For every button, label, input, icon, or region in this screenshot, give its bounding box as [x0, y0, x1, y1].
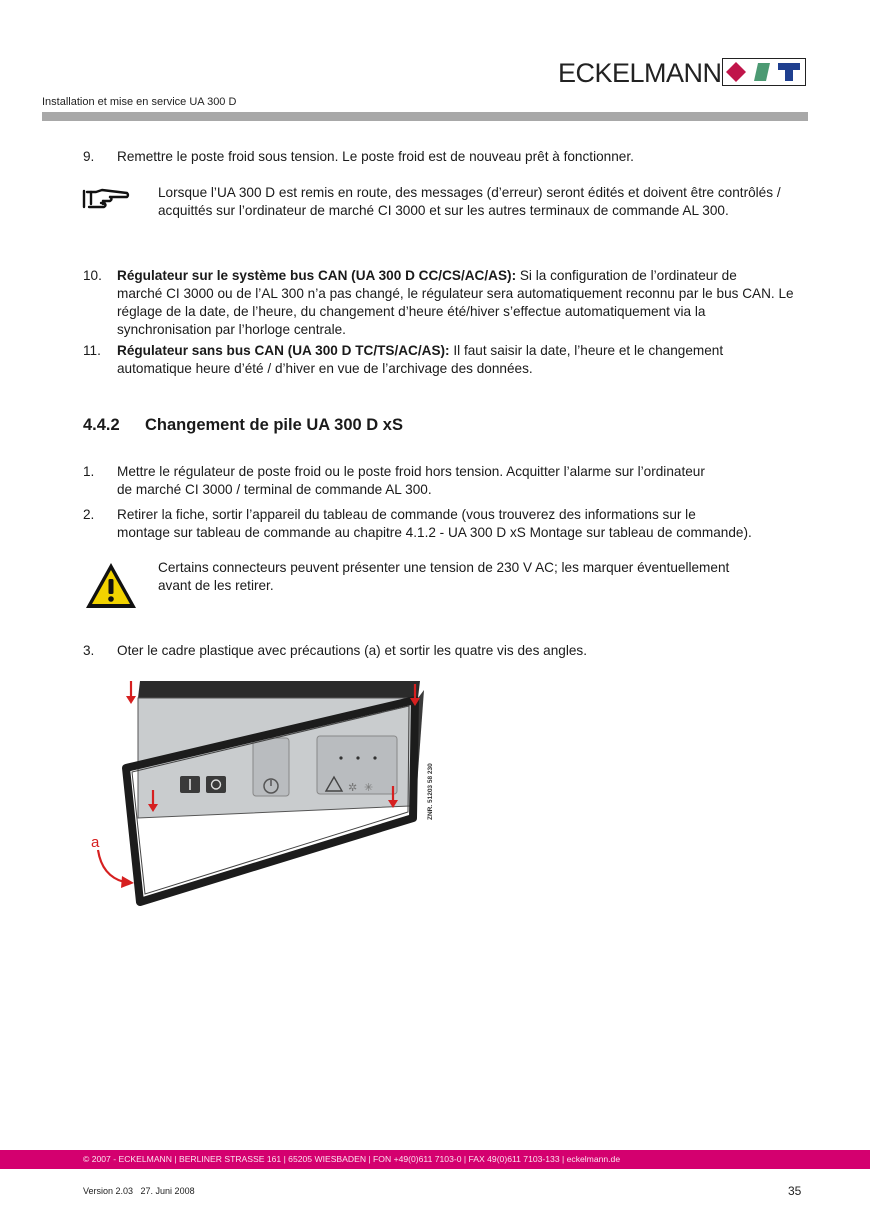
step-number: 11. — [83, 343, 101, 358]
step-text-continued: automatique heure d’été / d’hiver en vue de l’archivage des données. — [117, 361, 533, 376]
pointing-hand-icon — [82, 188, 130, 210]
header-divider — [42, 112, 808, 121]
section-number: 4.4.2 — [83, 416, 120, 434]
warning-text — [158, 559, 798, 595]
step-text: Retirer la fiche, sortir l’appareil du tableau de commande (vous trouverez des informations sur le — [117, 507, 696, 522]
step-bold-heading: Régulateur sans bus CAN (UA 300 D TC/TS/AC/AS): — [117, 343, 450, 358]
step-number: 9. — [83, 149, 95, 164]
step-number: 1. — [83, 464, 95, 479]
step-number: 3. — [83, 643, 95, 658]
step-1 — [83, 463, 803, 499]
step-text-continued: montage sur tableau de commande au chapitre 4.1.2 - UA 300 D xS Montage sur tableau de commande). — [117, 525, 752, 540]
section-heading — [83, 416, 403, 435]
page-number: 35 — [788, 1184, 802, 1198]
step-number: 10. — [83, 268, 102, 283]
step-text: Remettre le poste froid sous tension. Le poste froid est de nouveau prêt à fonctionner. — [117, 149, 634, 164]
step-9 — [83, 148, 803, 166]
step-text: Il faut saisir la date, l’heure et le changement — [449, 343, 724, 358]
note-text: Lorsque l’UA 300 D est remis en route, des messages (d’erreur) seront édités et doivent être contrôlés / acquittés sur l’ordinateur de marché CI 3000 et sur les autres terminaux de commande AL 300. — [158, 185, 781, 218]
figure-side-code: ZNR. 51203 58 230 — [427, 763, 434, 820]
footer-contact-text: © 2007 - ECKELMANN | BERLINER STRASSE 161 | 65205 WIESBADEN | FON +49(0)611 7103-0 | FAX 49(0)611 7103-133 | eckelmann.de — [83, 1154, 621, 1164]
warning-triangle-icon — [84, 561, 138, 611]
step-text: Mettre le régulateur de poste froid ou le poste froid hors tension. Acquitter l’alarme sur l’ordinateur — [117, 464, 705, 479]
device-frame-photo — [80, 676, 440, 912]
document-subtitle: Installation et mise en service UA 300 D — [42, 96, 237, 108]
step-text-continued: marché CI 3000 ou de l’AL 300 n’a pas changé, le régulateur sera automatiquement reconnu par le bus CAN. Le réglage de la date, de l’heure, du changement d’heure été/hiver s’effectue automatiquement via la synchronisation par l’horloge centrale. — [117, 286, 794, 337]
step-10 — [83, 267, 803, 339]
footer-bar — [0, 1150, 870, 1169]
eckelmann-logo-icon — [722, 58, 806, 86]
svg-text:✲: ✲ — [348, 781, 358, 794]
version-info: Version 2.03 27. Juni 2008 — [83, 1186, 195, 1196]
step-bold-heading: Régulateur sur le système bus CAN (UA 300 D CC/CS/AC/AS): — [117, 268, 517, 283]
warning-text-line: Certains connecteurs peuvent présenter une tension de 230 V AC; les marquer éventuellement — [158, 560, 730, 575]
step-text: Oter le cadre plastique avec précautions (a) et sortir les quatre vis des angles. — [117, 643, 587, 658]
company-logo-text: ECKELMANN — [558, 58, 722, 88]
svg-text:✳: ✳ — [364, 781, 374, 794]
step-2 — [83, 506, 823, 542]
warning-text-line: avant de les retirer. — [158, 578, 274, 593]
step-text: Si la configuration de l’ordinateur de — [516, 268, 737, 283]
step-number: 2. — [83, 507, 95, 522]
step-3 — [83, 642, 803, 660]
step-11 — [83, 342, 803, 378]
step-text-continued: de marché CI 3000 / terminal de commande AL 300. — [117, 482, 432, 497]
section-title: Changement de pile UA 300 D xS — [145, 416, 403, 434]
figure-label-a: a — [91, 834, 100, 851]
